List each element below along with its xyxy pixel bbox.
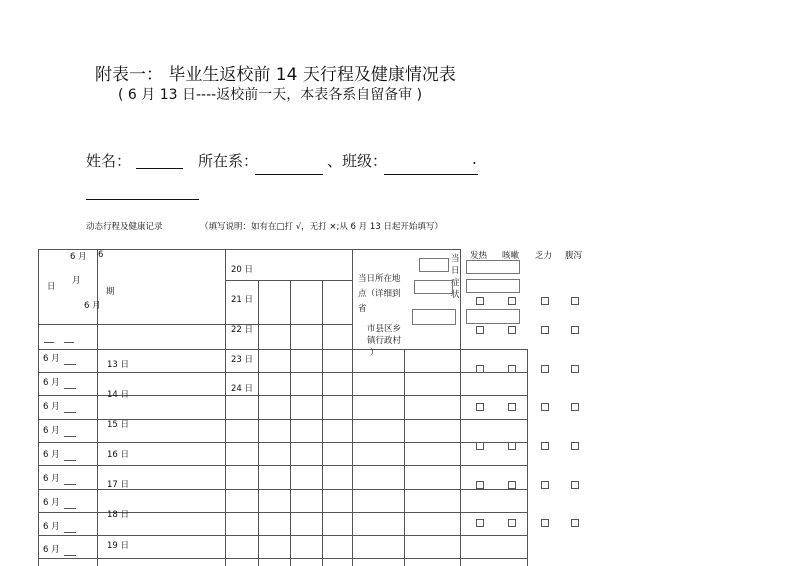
table-row-line — [38, 324, 352, 325]
table-row-line — [38, 349, 527, 350]
fatigue-checkbox[interactable] — [541, 403, 549, 411]
diarrhea-checkbox[interactable] — [571, 326, 579, 334]
dept-label: 所在系： — [198, 152, 259, 170]
header-period-char: 期 — [106, 287, 115, 297]
mid-date-label: 23 日 — [231, 355, 254, 365]
class-label: 、班级： — [327, 152, 388, 170]
table-col-line — [225, 249, 226, 566]
row-month-underline — [64, 388, 76, 389]
row-month-label: 6 月 — [43, 522, 60, 532]
location-header-5: 镇行政村 — [367, 336, 402, 346]
cough-checkbox[interactable] — [508, 519, 516, 527]
diarrhea-checkbox[interactable] — [571, 297, 579, 305]
table-row-line — [38, 442, 527, 443]
header-month-a: 6 月 — [70, 252, 87, 262]
extra-field-underline[interactable] — [86, 199, 199, 200]
page-subtitle: ( 6 月 13 日----返校前一天，本表各系自留备审 ) — [118, 87, 423, 103]
table-border-left — [38, 249, 39, 566]
row-month-underline — [64, 484, 76, 485]
row-day-label: 16 日 — [107, 450, 130, 460]
cough-checkbox[interactable] — [508, 442, 516, 450]
header-box-1 — [419, 258, 449, 272]
diarrhea-header: 腹泻 — [565, 251, 583, 261]
row-month-label: 6 月 — [43, 426, 60, 436]
header-month-c: 6 月 — [84, 301, 101, 311]
table-row-line — [38, 465, 527, 466]
row-day-label: 13 日 — [107, 360, 130, 370]
cough-checkbox[interactable] — [508, 326, 516, 334]
location-header-3: 省 — [358, 304, 367, 314]
name-label: 姓名： — [86, 152, 132, 170]
diarrhea-checkbox[interactable] — [571, 519, 579, 527]
fill-instructions: （填写说明：如有在□打 √，无打 ×;从 6 月 13 日起开始填写） — [200, 222, 443, 232]
mid-date-label: 24 日 — [231, 384, 254, 394]
header-box-6 — [466, 309, 520, 324]
row-month-underline — [64, 555, 76, 556]
table-col-line — [527, 349, 528, 566]
row-day-label: 19 日 — [107, 541, 130, 551]
header-box-3 — [412, 309, 456, 325]
header-box-4 — [466, 260, 520, 274]
fatigue-checkbox[interactable] — [541, 442, 549, 450]
fever-checkbox[interactable] — [476, 519, 484, 527]
mid-date-label: 21 日 — [231, 295, 254, 305]
fatigue-checkbox[interactable] — [541, 519, 549, 527]
table-col-line — [404, 349, 405, 566]
fatigue-header: 乏力 — [535, 251, 553, 261]
table-col-line — [322, 280, 323, 566]
diarrhea-checkbox[interactable] — [571, 403, 579, 411]
fatigue-checkbox[interactable] — [541, 365, 549, 373]
header-day-char: 日 — [47, 282, 56, 292]
row-month-underline — [64, 436, 76, 437]
row-day-label: 17 日 — [107, 480, 130, 490]
location-header-4: 市县区乡 — [367, 324, 402, 334]
dept-field-underline[interactable] — [255, 174, 323, 175]
fever-checkbox[interactable] — [476, 326, 484, 334]
section-title: 动态行程及健康记录 — [86, 222, 163, 232]
class-field-underline[interactable] — [384, 174, 478, 175]
fatigue-checkbox[interactable] — [541, 481, 549, 489]
mid-date-label: 20 日 — [231, 265, 254, 275]
row-day-label: 14 日 — [107, 390, 130, 400]
fever-checkbox[interactable] — [476, 297, 484, 305]
header-box-2 — [414, 280, 453, 294]
header-six: 6 — [98, 250, 104, 260]
row-month-label: 6 月 — [43, 354, 60, 364]
blank-dash — [64, 342, 74, 343]
diarrhea-checkbox[interactable] — [571, 365, 579, 373]
cough-header: 咳嗽 — [502, 251, 520, 261]
diarrhea-checkbox[interactable] — [571, 481, 579, 489]
table-col-line — [290, 280, 291, 566]
fever-checkbox[interactable] — [476, 365, 484, 373]
cough-checkbox[interactable] — [508, 297, 516, 305]
table-row-line — [38, 372, 527, 373]
fatigue-checkbox[interactable] — [541, 326, 549, 334]
cough-checkbox[interactable] — [508, 403, 516, 411]
row-month-underline — [64, 412, 76, 413]
location-header-2: 点（详细到 — [358, 289, 401, 299]
blank-dash — [44, 342, 54, 343]
fever-checkbox[interactable] — [476, 403, 484, 411]
fatigue-checkbox[interactable] — [541, 297, 549, 305]
table-row-line — [38, 535, 527, 536]
diarrhea-checkbox[interactable] — [571, 442, 579, 450]
cough-checkbox[interactable] — [508, 481, 516, 489]
row-month-label: 6 月 — [43, 474, 60, 484]
row-month-underline — [64, 364, 76, 365]
name-field-underline[interactable] — [136, 168, 183, 169]
header-month-b: 月 — [72, 276, 81, 286]
table-row-line — [38, 558, 527, 559]
row-month-underline — [64, 508, 76, 509]
cough-checkbox[interactable] — [508, 365, 516, 373]
table-row-line — [225, 280, 352, 281]
table-col-line — [258, 280, 259, 566]
row-month-label: 6 月 — [43, 402, 60, 412]
row-month-underline — [64, 532, 76, 533]
row-month-label: 6 月 — [43, 545, 60, 555]
location-header-1: 当日所在地 — [358, 274, 401, 284]
symptom-header: 当日症状 — [451, 254, 460, 300]
page-title: 附表一： 毕业生返校前 14 天行程及健康情况表 — [95, 65, 456, 85]
mid-date-label: 22 日 — [231, 325, 254, 335]
table-col-line — [97, 249, 98, 566]
row-month-label: 6 月 — [43, 450, 60, 460]
header-box-5 — [466, 279, 520, 293]
row-day-label: 18 日 — [107, 510, 130, 520]
location-header-6: ） — [370, 348, 379, 358]
row-day-label: 15 日 — [107, 420, 130, 430]
fever-checkbox[interactable] — [476, 481, 484, 489]
table-col-line — [352, 249, 353, 566]
row-month-label: 6 月 — [43, 378, 60, 388]
fever-checkbox[interactable] — [476, 442, 484, 450]
row-month-underline — [64, 460, 76, 461]
row-month-label: 6 月 — [43, 498, 60, 508]
fever-header: 发热 — [470, 251, 488, 261]
period-mark: . — [472, 150, 477, 168]
